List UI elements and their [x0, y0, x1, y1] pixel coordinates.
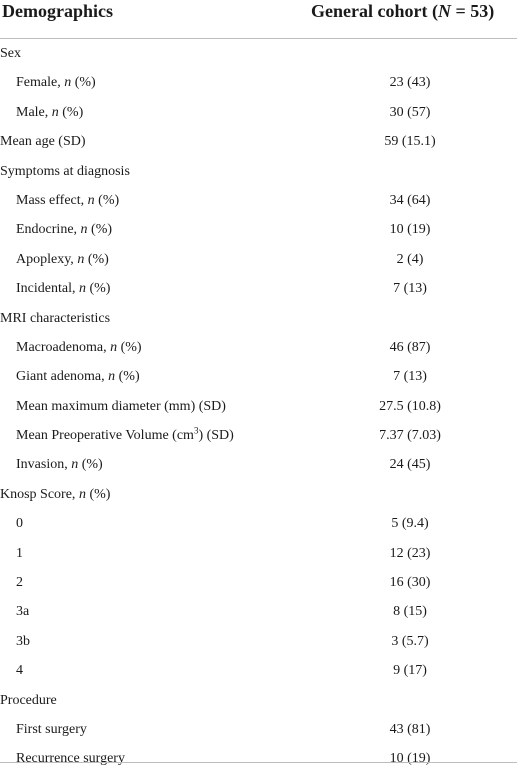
row-label-text: Sex: [0, 46, 21, 61]
row-label-after: (%): [58, 104, 84, 120]
row-label: [16, 362, 140, 391]
row-label-superscript: 3: [193, 425, 199, 436]
row-label-text: Female,: [16, 75, 65, 91]
header-right-suffix: = 53): [450, 1, 495, 21]
row-label-text: 0: [16, 516, 23, 532]
row-label: [0, 686, 57, 715]
row-value: 7 (13): [393, 281, 427, 297]
table-row: [0, 186, 517, 215]
column-header-demographics: Demographics: [2, 1, 113, 21]
row-label-n: n: [80, 222, 88, 238]
table-row: [0, 274, 517, 303]
row-label: [0, 127, 86, 156]
table-row: [0, 686, 517, 715]
row-label: [16, 568, 23, 597]
table-row: [0, 215, 517, 244]
row-label: [16, 744, 125, 773]
table-row: [0, 480, 517, 509]
row-label-text: Endocrine,: [16, 222, 81, 238]
row-label: [16, 627, 30, 656]
row-label-n: n: [64, 75, 72, 91]
row-value: 23 (43): [389, 75, 431, 91]
row-label-text: MRI characteristics: [0, 310, 111, 326]
table-row: [0, 157, 517, 186]
row-value: 5 (9.4): [391, 516, 429, 532]
row-value: 2 (4): [396, 251, 424, 267]
row-value: 7.37 (7.03): [379, 428, 441, 444]
row-label-n: n: [110, 339, 118, 355]
row-label-after: (%): [94, 192, 120, 208]
table-row: [0, 68, 517, 97]
row-label-text: Male,: [16, 104, 52, 120]
row-label-n: n: [51, 104, 59, 120]
row-label: [16, 68, 96, 97]
table-row: [0, 744, 517, 773]
row-label-text: Apoplexy,: [16, 251, 78, 267]
row-label-text: Mean maximum diameter (mm) (SD): [16, 398, 226, 414]
row-value: 24 (45): [389, 457, 431, 473]
row-value: 30 (57): [389, 104, 431, 120]
table-row: [0, 39, 517, 68]
row-label: [16, 186, 119, 215]
row-label: [0, 39, 21, 68]
row-label-text: Mean age (SD): [0, 134, 86, 150]
row-label: [16, 333, 142, 362]
row-label-text: Symptoms at diagnosis: [0, 163, 130, 179]
row-label-n: n: [77, 251, 85, 267]
row-label-text: Giant adenoma,: [16, 369, 109, 385]
row-label-text: Invasion,: [16, 457, 72, 473]
row-label-after: (%): [85, 281, 111, 297]
row-label-after: (%): [71, 75, 96, 91]
header-right-prefix: General cohort (: [311, 1, 438, 21]
row-label-text: Mass effect,: [16, 192, 88, 208]
table-row: [0, 127, 517, 156]
row-label-n: n: [108, 369, 116, 385]
table-body: [0, 39, 517, 774]
row-label-text: 3a: [16, 604, 30, 620]
table-row: [0, 715, 517, 744]
table-row: [0, 362, 517, 391]
row-value: 34 (64): [389, 192, 431, 208]
row-label: [16, 597, 29, 626]
row-value: 59 (15.1): [384, 134, 436, 150]
row-label: [16, 450, 103, 479]
row-label: [0, 304, 110, 333]
row-label: [16, 274, 110, 303]
row-label-text: Mean Preoperative Volume (cm: [16, 428, 194, 444]
row-label: [16, 656, 23, 685]
row-label-text: 2: [16, 575, 23, 591]
row-value: 3 (5.7): [391, 633, 429, 649]
row-label: [16, 98, 83, 127]
row-label: [16, 421, 234, 450]
row-label-text: Knosp Score,: [0, 486, 79, 502]
table-row: [0, 568, 517, 597]
row-value: 46 (87): [389, 339, 431, 355]
row-label-after: (%): [117, 339, 142, 355]
row-value: 27.5 (10.8): [379, 398, 441, 414]
table-bottom-rule: [0, 762, 517, 763]
row-label-after: (%): [85, 486, 111, 502]
table-row: [0, 450, 517, 479]
row-label-text: Macroadenoma,: [16, 339, 111, 355]
row-label-text: Incidental,: [16, 281, 79, 297]
row-label-text: 1: [16, 545, 23, 561]
row-label: [0, 480, 110, 509]
row-label-after: (%): [115, 369, 140, 385]
row-value: 9 (17): [393, 663, 427, 679]
row-value: 10 (19): [389, 751, 431, 767]
table-row: [0, 421, 517, 450]
table-row: [0, 509, 517, 538]
header-right-n: N: [437, 1, 451, 21]
row-label: [16, 509, 23, 538]
row-label: [16, 392, 226, 421]
row-label-n: n: [87, 192, 95, 208]
row-label-text: 4: [16, 663, 23, 679]
table-row: [0, 392, 517, 421]
row-value: 8 (15): [393, 604, 427, 620]
table-row: [0, 539, 517, 568]
row-label-after: ) (SD): [198, 428, 234, 444]
row-label-n: n: [71, 457, 79, 473]
row-label-after: (%): [87, 222, 113, 238]
row-label-n: n: [78, 281, 86, 297]
row-label: [16, 215, 112, 244]
row-label: [16, 539, 23, 568]
row-label-text: Procedure: [0, 692, 57, 708]
row-label-text: 3b: [16, 633, 30, 649]
row-value: 7 (13): [393, 369, 427, 385]
table-row: [0, 333, 517, 362]
table-row: [0, 98, 517, 127]
row-label-after: (%): [78, 457, 103, 473]
row-label: [16, 245, 109, 274]
table-row: [0, 656, 517, 685]
column-header-general-cohort: [311, 0, 494, 22]
table-row: [0, 245, 517, 274]
table-header: [0, 0, 517, 39]
row-label: [0, 157, 130, 186]
row-value: 16 (30): [389, 575, 431, 591]
row-value: 12 (23): [389, 545, 431, 561]
table-row: [0, 304, 517, 333]
row-label: [16, 715, 87, 744]
row-label-n: n: [78, 486, 86, 502]
row-value: 10 (19): [389, 222, 431, 238]
row-label-after: (%): [84, 251, 109, 267]
table-row: [0, 597, 517, 626]
row-value: 43 (81): [389, 721, 431, 737]
table-row: [0, 627, 517, 656]
row-label-text: Recurrence surgery: [16, 751, 125, 767]
row-label-text: First surgery: [16, 721, 87, 737]
